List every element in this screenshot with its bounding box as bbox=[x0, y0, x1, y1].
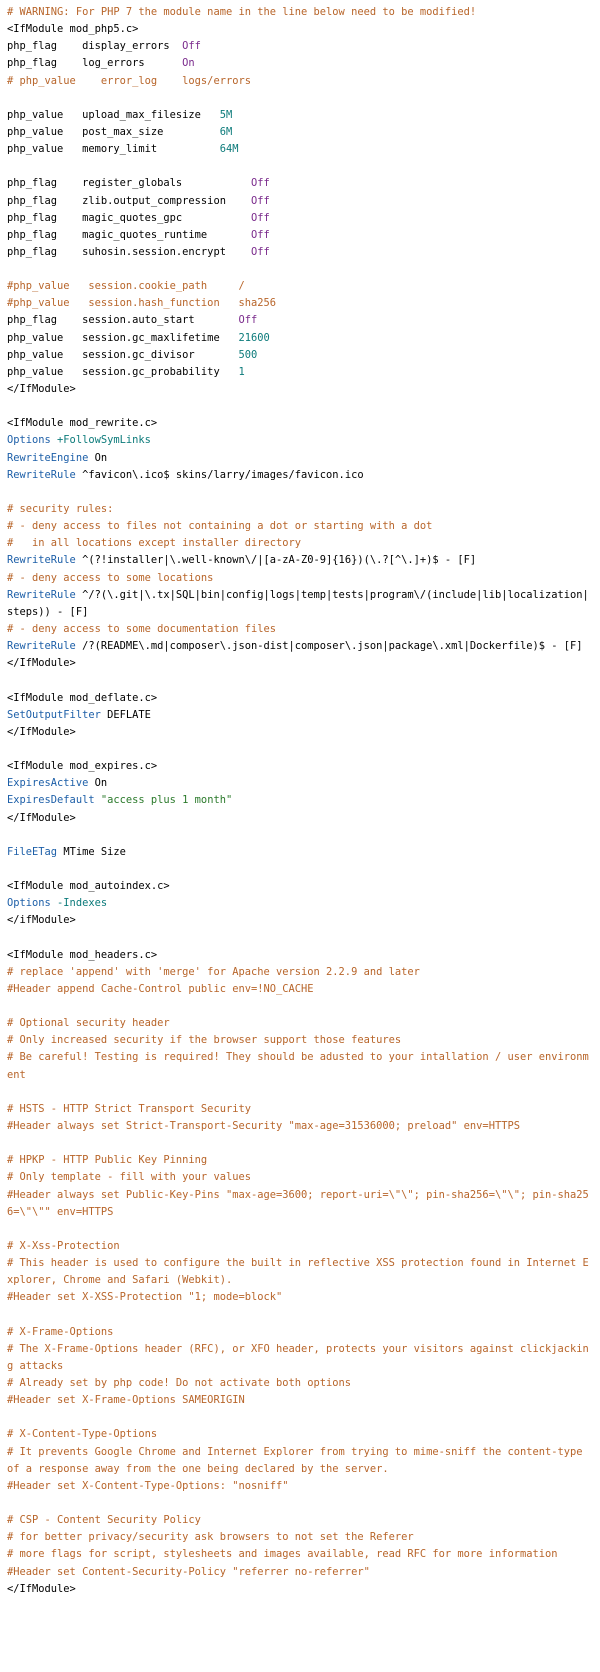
code-line bbox=[7, 775, 593, 792]
code-line bbox=[7, 1032, 593, 1049]
code-token-value: On bbox=[182, 57, 195, 70]
code-line bbox=[7, 1169, 593, 1186]
code-token-comment: # - deny access to files not containing a dot or starting with a dot bbox=[7, 520, 433, 533]
code-line bbox=[7, 518, 593, 535]
code-token-plain: DEFLATE bbox=[107, 708, 151, 721]
code-token-comment: #Header always set Public-Key-Pins "max-age=3600; report-uri=\"\"; pin-sha256=\"\"; pin-sha256=\"\"" env=HTTPS bbox=[7, 1188, 589, 1218]
code-token-plain: php_flag register_globals bbox=[7, 177, 251, 190]
code-line bbox=[7, 1187, 593, 1221]
code-token-comment: # The X-Frame-Options header (RFC), or XFO header, protects your visitors against clickjacking attacks bbox=[7, 1342, 589, 1372]
code-token-comment: # HSTS - HTTP Strict Transport Security bbox=[7, 1102, 251, 1115]
code-token-comment: # php_value error_log logs/errors bbox=[7, 74, 251, 87]
code-line bbox=[7, 1512, 593, 1529]
code-line bbox=[7, 1546, 593, 1563]
code-token-plain: </IfModule> bbox=[7, 811, 76, 824]
blank-line bbox=[7, 484, 593, 501]
code-token-plain: <IfModule mod_headers.c> bbox=[7, 948, 158, 961]
code-line bbox=[7, 432, 593, 449]
code-token-plain: On bbox=[94, 451, 108, 464]
code-line bbox=[7, 690, 593, 707]
code-token-comment: # Already set by php code! Do not activate both options bbox=[7, 1377, 352, 1390]
code-line bbox=[7, 381, 593, 398]
code-line bbox=[7, 38, 593, 55]
code-token-kw: RewriteRule bbox=[7, 468, 83, 481]
code-line bbox=[7, 878, 593, 895]
code-token-plain: php_value upload_max_filesize bbox=[7, 108, 220, 121]
blank-line bbox=[7, 90, 593, 107]
code-token-comment: # for better privacy/security ask browsers to not set the Referer bbox=[7, 1531, 414, 1544]
code-line bbox=[7, 981, 593, 998]
code-line bbox=[7, 55, 593, 72]
code-line bbox=[7, 1426, 593, 1443]
blank-line bbox=[7, 1409, 593, 1426]
code-token-kw: RewriteRule bbox=[7, 640, 83, 653]
blank-line bbox=[7, 1135, 593, 1152]
code-line bbox=[7, 947, 593, 964]
code-token-comment: # It prevents Google Chrome and Internet Explorer from trying to mime-sniff the content-type of a response away from the one being declared by the server. bbox=[7, 1445, 589, 1475]
code-line bbox=[7, 1564, 593, 1581]
code-token-plain: <IfModule mod_expires.c> bbox=[7, 760, 158, 773]
code-token-comment: # X-Content-Type-Options bbox=[7, 1428, 158, 1441]
code-line bbox=[7, 364, 593, 381]
code-token-comment: # HPKP - HTTP Public Key Pinning bbox=[7, 1154, 208, 1167]
code-line bbox=[7, 707, 593, 724]
code-line bbox=[7, 244, 593, 261]
code-token-kw: Options bbox=[7, 897, 58, 910]
code-line bbox=[7, 21, 593, 38]
code-token-plain: </IfModule> bbox=[7, 725, 76, 738]
code-token-plain: MTime Size bbox=[63, 845, 126, 858]
code-line bbox=[7, 1289, 593, 1306]
code-line bbox=[7, 107, 593, 124]
code-line bbox=[7, 655, 593, 672]
code-line bbox=[7, 895, 593, 912]
code-token-kw: SetOutputFilter bbox=[7, 708, 108, 721]
code-line bbox=[7, 1049, 593, 1083]
code-line bbox=[7, 347, 593, 364]
code-line bbox=[7, 467, 593, 484]
code-token-plain: php_value session.gc_divisor bbox=[7, 348, 239, 361]
code-token-plain: php_flag session.auto_start bbox=[7, 314, 239, 327]
code-token-value: Off bbox=[250, 211, 270, 224]
code-token-num: 6M bbox=[219, 125, 233, 138]
code-token-plain: ^favicon\.ico$ skins/larry/images/favicon.ico bbox=[82, 468, 364, 481]
blank-line bbox=[7, 861, 593, 878]
code-line bbox=[7, 1152, 593, 1169]
code-line bbox=[7, 844, 593, 861]
code-line bbox=[7, 124, 593, 141]
code-token-num: 5M bbox=[219, 108, 233, 121]
code-token-plain: php_value session.gc_maxlifetime bbox=[7, 331, 239, 344]
code-token-num: +FollowSymLinks bbox=[57, 434, 151, 447]
code-token-comment: # X-Xss-Protection bbox=[7, 1239, 120, 1252]
code-line bbox=[7, 1529, 593, 1546]
code-token-plain: ^(?!installer|\.well-known\/|[a-zA-Z0-9]{16})(\.?[^\.]+)$ - [F] bbox=[82, 554, 477, 567]
blank-line bbox=[7, 1221, 593, 1238]
code-line bbox=[7, 415, 593, 432]
code-token-plain: php_flag log_errors bbox=[7, 57, 183, 70]
code-token-value: Off bbox=[250, 194, 270, 207]
code-token-plain: <IfModule mod_autoindex.c> bbox=[7, 880, 170, 893]
code-token-comment: # CSP - Content Security Policy bbox=[7, 1514, 201, 1527]
code-line bbox=[7, 210, 593, 227]
code-token-comment: #php_value session.hash_function sha256 bbox=[7, 297, 276, 310]
code-line bbox=[7, 4, 593, 21]
code-token-comment: # more flags for script, stylesheets and images available, read RFC for more information bbox=[7, 1548, 558, 1561]
code-token-plain: /?(README\.md|composer\.json-dist|composer\.json|package\.xml|Dockerfile)$ - [F] bbox=[82, 640, 583, 653]
code-line bbox=[7, 1392, 593, 1409]
blank-line bbox=[7, 398, 593, 415]
code-token-value: Off bbox=[250, 177, 270, 190]
code-token-kw: RewriteEngine bbox=[7, 451, 95, 464]
code-line bbox=[7, 810, 593, 827]
code-token-plain: </IfModule> bbox=[7, 1582, 76, 1595]
code-token-plain: php_flag display_errors bbox=[7, 40, 183, 53]
code-line bbox=[7, 535, 593, 552]
code-line bbox=[7, 1341, 593, 1375]
code-token-plain: ^/?(\.git|\.tx|SQL|bin|config|logs|temp|tests|program\/(include|lib|localization|steps)) - [F] bbox=[7, 588, 589, 618]
code-line bbox=[7, 1015, 593, 1032]
code-line bbox=[7, 175, 593, 192]
code-line bbox=[7, 73, 593, 90]
code-token-comment: # security rules: bbox=[7, 503, 114, 515]
code-line bbox=[7, 912, 593, 929]
code-line bbox=[7, 312, 593, 329]
code-line bbox=[7, 964, 593, 981]
code-line bbox=[7, 758, 593, 775]
code-token-num: 500 bbox=[238, 348, 258, 361]
code-token-comment: # Be careful! Testing is required! They should be adusted to your intallation / user environment bbox=[7, 1051, 589, 1081]
code-token-kw: RewriteRule bbox=[7, 554, 83, 567]
blank-line bbox=[7, 1306, 593, 1323]
code-token-num: -Indexes bbox=[57, 897, 108, 910]
code-token-num: 21600 bbox=[238, 331, 270, 344]
code-token-comment: # - deny access to some locations bbox=[7, 571, 214, 584]
code-token-comment: #Header set X-Frame-Options SAMEORIGIN bbox=[7, 1394, 245, 1407]
blank-line bbox=[7, 1084, 593, 1101]
code-token-comment: # Only increased security if the browser support those features bbox=[7, 1034, 402, 1047]
code-token-plain: <IfModule mod_rewrite.c> bbox=[7, 417, 158, 430]
code-line bbox=[7, 621, 593, 638]
code-token-value: Off bbox=[182, 40, 201, 53]
code-line bbox=[7, 330, 593, 347]
code-token-comment: #Header set Content-Security-Policy "referrer no-referrer" bbox=[7, 1565, 370, 1578]
code-token-num: 64M bbox=[219, 143, 239, 156]
code-token-plain: </IfModule> bbox=[7, 383, 76, 396]
code-line bbox=[7, 193, 593, 210]
code-line bbox=[7, 450, 593, 467]
blank-line bbox=[7, 929, 593, 946]
code-line bbox=[7, 141, 593, 158]
code-token-plain: php_flag zlib.output_compression bbox=[7, 194, 251, 207]
code-line bbox=[7, 278, 593, 295]
code-line bbox=[7, 570, 593, 587]
code-token-plain: <IfModule mod_deflate.c> bbox=[7, 691, 158, 704]
code-token-plain: </IfModule> bbox=[7, 657, 76, 670]
code-token-comment: # replace 'append' with 'merge' for Apache version 2.2.9 and later bbox=[7, 965, 420, 978]
blank-line bbox=[7, 672, 593, 689]
code-line bbox=[7, 792, 593, 809]
code-line bbox=[7, 295, 593, 312]
code-token-kw: FileETag bbox=[7, 845, 64, 858]
code-line bbox=[7, 501, 593, 518]
blank-line bbox=[7, 1495, 593, 1512]
code-line bbox=[7, 552, 593, 569]
code-token-comment: # WARNING: For PHP 7 the module name in the line below need to be modified! bbox=[7, 6, 477, 18]
code-token-plain: php_value memory_limit bbox=[7, 143, 220, 156]
blank-line bbox=[7, 261, 593, 278]
code-line bbox=[7, 724, 593, 741]
code-line bbox=[7, 1238, 593, 1255]
code-token-value: Off bbox=[250, 245, 270, 258]
code-token-comment: # This header is used to configure the built in reflective XSS protection found in Internet Explorer, Chrome and Safari (Webkit). bbox=[7, 1257, 589, 1287]
code-token-plain: php_flag suhosin.session.encrypt bbox=[7, 245, 251, 258]
code-token-kw: RewriteRule bbox=[7, 588, 83, 601]
code-token-plain: <IfModule mod_php5.c> bbox=[7, 23, 139, 36]
code-line bbox=[7, 1255, 593, 1289]
code-token-value: Off bbox=[250, 228, 270, 241]
code-line bbox=[7, 1324, 593, 1341]
code-token-comment: #Header set X-Content-Type-Options: "nosniff" bbox=[7, 1479, 289, 1492]
code-line bbox=[7, 1118, 593, 1135]
blank-line bbox=[7, 158, 593, 175]
code-token-kw: ExpiresActive bbox=[7, 777, 95, 790]
code-token-comment: # - deny access to some documentation files bbox=[7, 622, 276, 635]
code-line bbox=[7, 1375, 593, 1392]
code-token-num: 1 bbox=[238, 365, 245, 378]
code-token-comment: # Optional security header bbox=[7, 1017, 170, 1030]
code-line bbox=[7, 1581, 593, 1598]
code-token-kw: ExpiresDefault bbox=[7, 794, 101, 807]
code-token-comment: #Header set X-XSS-Protection "1; mode=block" bbox=[7, 1291, 283, 1304]
code-line bbox=[7, 638, 593, 655]
code-token-plain: On bbox=[94, 777, 108, 790]
code-token-plain: php_value session.gc_probability bbox=[7, 365, 239, 378]
code-token-plain: php_flag magic_quotes_runtime bbox=[7, 228, 251, 241]
code-token-comment: # X-Frame-Options bbox=[7, 1325, 114, 1338]
code-line bbox=[7, 1101, 593, 1118]
code-token-comment: # in all locations except installer directory bbox=[7, 537, 302, 550]
code-line bbox=[7, 1478, 593, 1495]
code-token-kw: Options bbox=[7, 434, 58, 447]
code-token-value: Off bbox=[238, 314, 258, 327]
blank-line bbox=[7, 741, 593, 758]
code-line bbox=[7, 587, 593, 621]
code-token-plain: </ifModule> bbox=[7, 914, 76, 927]
code-token-plain: php_value post_max_size bbox=[7, 125, 220, 138]
code-line bbox=[7, 1444, 593, 1478]
code-line bbox=[7, 227, 593, 244]
code-token-comment: #php_value session.cookie_path / bbox=[7, 280, 245, 293]
code-token-plain: php_flag magic_quotes_gpc bbox=[7, 211, 251, 224]
blank-line bbox=[7, 827, 593, 844]
blank-line bbox=[7, 998, 593, 1015]
code-token-comment: #Header append Cache-Control public env=!NO_CACHE bbox=[7, 982, 314, 995]
code-token-comment: #Header always set Strict-Transport-Security "max-age=31536000; preload" env=HTTPS bbox=[7, 1119, 520, 1132]
code-token-str: "access plus 1 month" bbox=[100, 794, 233, 807]
code-token-comment: # Only template - fill with your values bbox=[7, 1171, 251, 1184]
